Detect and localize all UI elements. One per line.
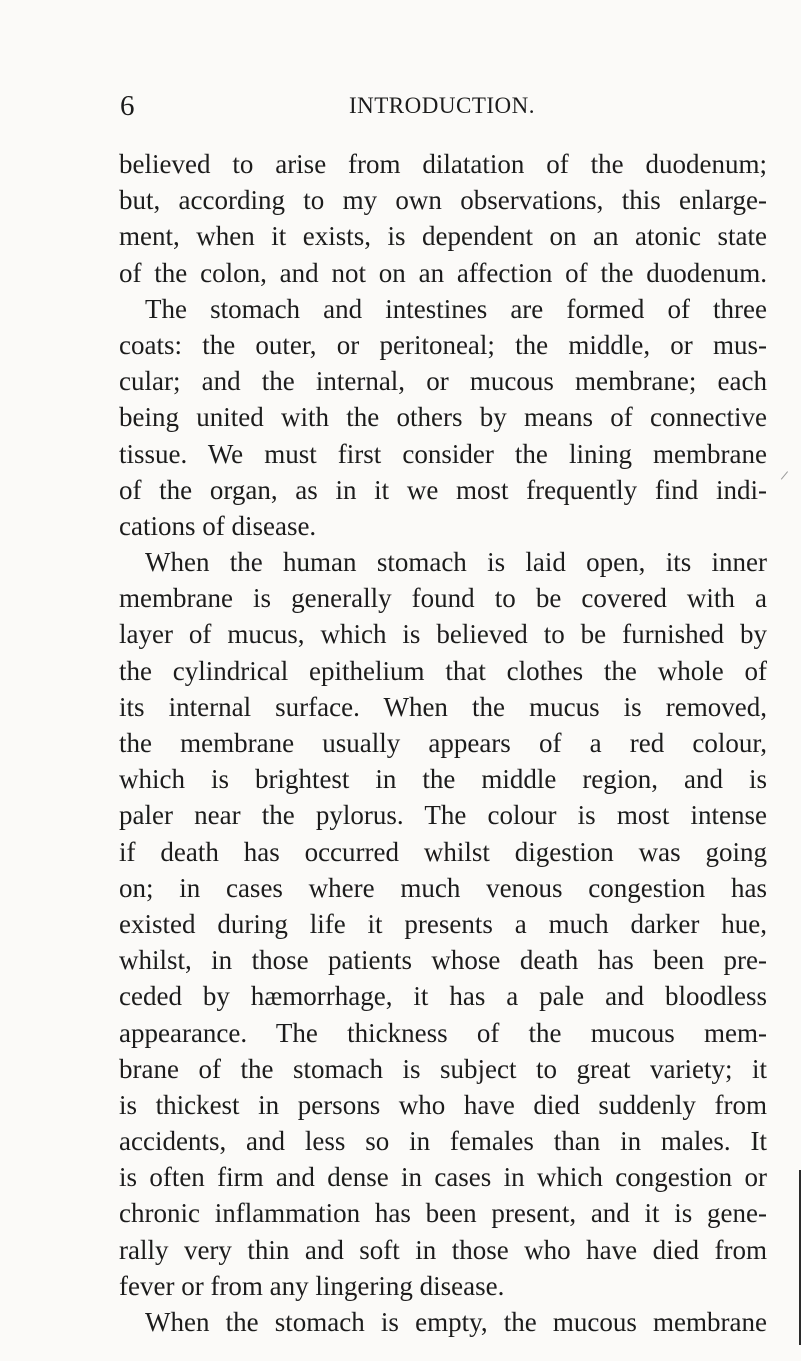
- text-line: ceded by hæmorrhage, it has a pale and bloodless: [119, 981, 767, 1012]
- text-line: which is brightest in the middle region, and is: [119, 764, 767, 795]
- text-line: is often firm and dense in cases in which congestion or: [119, 1162, 767, 1193]
- text-line: the membrane usually appears of a red colour,: [119, 728, 767, 758]
- text-line: existed during life it presents a much darker hue,: [119, 908, 767, 939]
- text-line: chronic inflammation has been present, and it is gene-: [119, 1198, 767, 1229]
- text-line: rally very thin and soft in those who have died from: [119, 1234, 767, 1265]
- text-line: tissue. We must first consider the lining membrane: [119, 438, 767, 469]
- text-line: ment, when it exists, is dependent on an atonic state: [119, 221, 767, 252]
- text-line: of the colon, and not on an affection of the duodenum.: [119, 257, 767, 288]
- text-line: accidents, and less so in females than in males. It: [119, 1126, 767, 1157]
- text-line: brane of the stomach is subject to great variety; it: [119, 1053, 767, 1084]
- text-line: if death has occurred whilst digestion was going: [119, 836, 767, 867]
- text-line: appearance. The thickness of the mucous mem-: [119, 1017, 767, 1048]
- text-line: coats: the outer, or peritoneal; the middle, or mus-: [119, 329, 767, 360]
- text-line: The stomach and intestines are formed of three: [145, 293, 767, 324]
- text-line: of the organ, as in it we most frequently find indi-: [119, 474, 767, 505]
- margin-mark: [781, 471, 794, 484]
- text-line: layer of mucus, which is believed to be furnished by: [119, 619, 767, 650]
- text-line: paler near the pylorus. The colour is most intense: [119, 800, 767, 831]
- text-line: but, according to my own observations, this enlarge-: [119, 185, 767, 216]
- text-line: the cylindrical epithelium that clothes the whole of: [119, 655, 767, 686]
- text-line: cations of disease.: [119, 510, 317, 541]
- running-head: INTRODUCTION.: [348, 93, 535, 118]
- text-line: membrane is generally found to be covered with a: [119, 583, 767, 614]
- text-line: whilst, in those patients whose death has been pre-: [119, 945, 767, 976]
- text-line: being united with the others by means of connective: [119, 402, 767, 433]
- text-line: cular; and the internal, or mucous membrane; each: [119, 366, 767, 397]
- text-line: When the human stomach is laid open, its inner: [145, 547, 767, 578]
- body-text: [119, 146, 767, 1340]
- page-header: [118, 88, 766, 124]
- text-line: When the stomach is empty, the mucous membrane: [145, 1307, 767, 1337]
- text-line: on; in cases where much venous congestion has: [119, 872, 767, 903]
- text-line: fever or from any lingering disease.: [119, 1270, 505, 1301]
- text-line: its internal surface. When the mucus is removed,: [119, 691, 767, 722]
- text-line: is thickest in persons who have died suddenly from: [119, 1089, 767, 1120]
- text-line: believed to arise from dilatation of the duodenum;: [119, 149, 767, 179]
- page-number: 6: [120, 90, 135, 122]
